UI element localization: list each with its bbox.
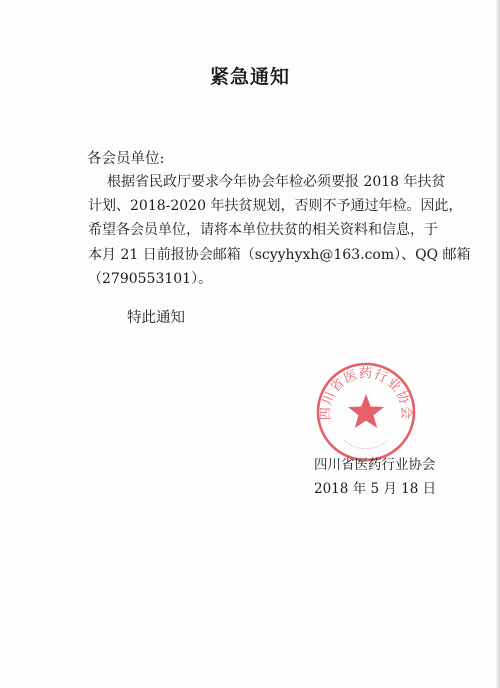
- official-seal: [314, 360, 418, 464]
- signature-organization: 四川省医药行业协会: [314, 457, 436, 473]
- body-line-1: 根据省民政厅要求今年协会年检必须要报 2018 年扶贫: [107, 174, 446, 190]
- salutation: 各会员单位:: [87, 151, 165, 167]
- seal-text: 四川省医药行业协会: [318, 366, 414, 421]
- notice-date: 2018 年 5 月 18 日: [314, 481, 437, 497]
- page-edge: [496, 0, 500, 688]
- star-icon: [348, 394, 384, 428]
- notice-title: 紧急通知: [209, 66, 290, 88]
- closing-remark: 特此通知: [127, 310, 185, 326]
- body-line-2: 计划、2018-2020 年扶贫规划，否则不予通过年检。因此，: [88, 198, 463, 214]
- body-line-3: 希望各会员单位，请将本单位扶贫的相关资料和信息，于: [88, 222, 438, 238]
- body-line-4: 本月 21 日前报协会邮箱（scyyhyxh@163.com）、QQ 邮箱: [88, 247, 471, 263]
- body-line-5: （2790553101）。: [88, 271, 213, 287]
